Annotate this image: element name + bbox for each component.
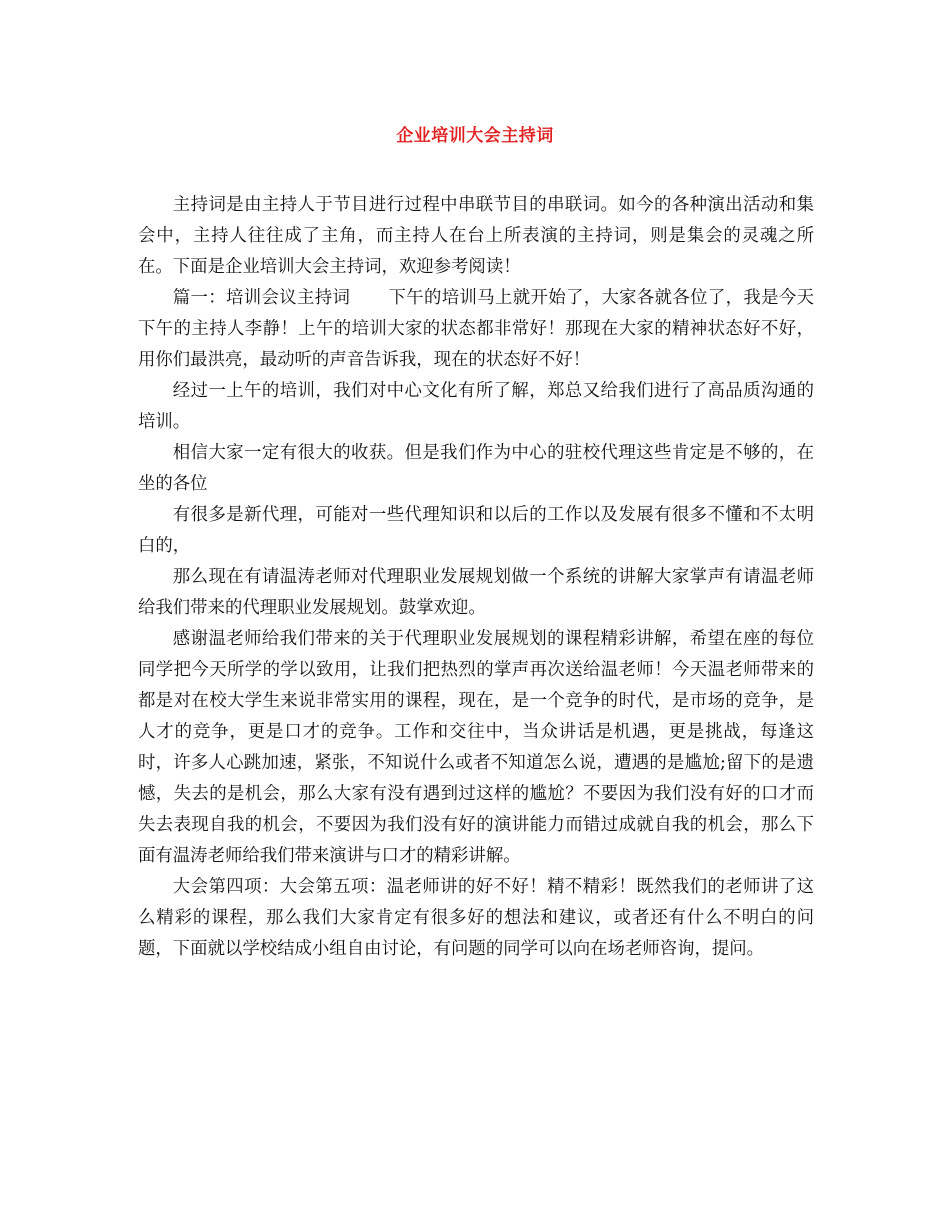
paragraph: 有很多是新代理，可能对一些代理知识和以后的工作以及发展有很多不懂和不太明白的， [138, 505, 814, 556]
paragraph: 经过一上午的培训，我们对中心文化有所了解，郑总又给我们进行了高品质沟通的培训。 [138, 381, 814, 432]
paragraph: 感谢温老师给我们带来的关于代理职业发展规划的课程精彩讲解，希望在座的每位同学把今天所学的学以致用，让我们把热烈的掌声再次送给温老师！今天温老师带来的都是对在校大学生来说非常实用的课程，现在，是一个竞争的时代，是市场的竞争，是人才的竞争，更是口才的竞争。工作和交往中，当众讲话是机遇，更是挑战，每逢这时，许多人心跳加速，紧张，不知说什么或者不知道怎么说，遭遇的是尴尬;留下的是遗憾，失去的是机会，那么大家有没有遇到过这样的尴尬？不要因为我们没有好的口才而失去表现自我的机会，不要因为我们没有好的演讲能力而错过成就自我的机会，那么下面有温涛老师给我们带来演讲与口才的精彩讲解。 [138, 629, 814, 866]
document-body [138, 190, 814, 965]
section-one-text: 下午的培训马上就开始了，大家各就各位了，我是今天下午的主持人李静！上午的培训大家的状态都非常好！那现在大家的精神状态好不好，用你们最洪亮，最动听的声音告诉我，现在的状态好不好！ [138, 288, 814, 370]
paragraph: 那么现在有请温涛老师对代理职业发展规划做一个系统的讲解大家掌声有请温老师给我们带来的代理职业发展规划。鼓掌欢迎。 [138, 567, 814, 618]
section-heading: 篇一：培训会议主持词 [172, 288, 351, 308]
document-title: 企业培训大会主持词 [396, 126, 554, 146]
paragraph: 相信大家一定有很大的收获。但是我们作为中心的驻校代理这些肯定是不够的，在坐的各位 [138, 443, 814, 494]
paragraph: 大会第四项：大会第五项：温老师讲的好不好！精不精彩！既然我们的老师讲了这么精彩的课程，那么我们大家肯定有很多好的想法和建议，或者还有什么不明白的问题，下面就以学校结成小组自由讨论，有问题的同学可以向在场老师咨询，提问。 [138, 877, 814, 959]
paragraph-section-one [138, 283, 814, 376]
paragraph-intro: 主持词是由主持人于节目进行过程中串联节目的串联词。如今的各种演出活动和集会中，主持人往往成了主角，而主持人在台上所表演的主持词，则是集会的灵魂之所在。下面是企业培训大会主持词，欢迎参考阅读！ [138, 195, 814, 277]
